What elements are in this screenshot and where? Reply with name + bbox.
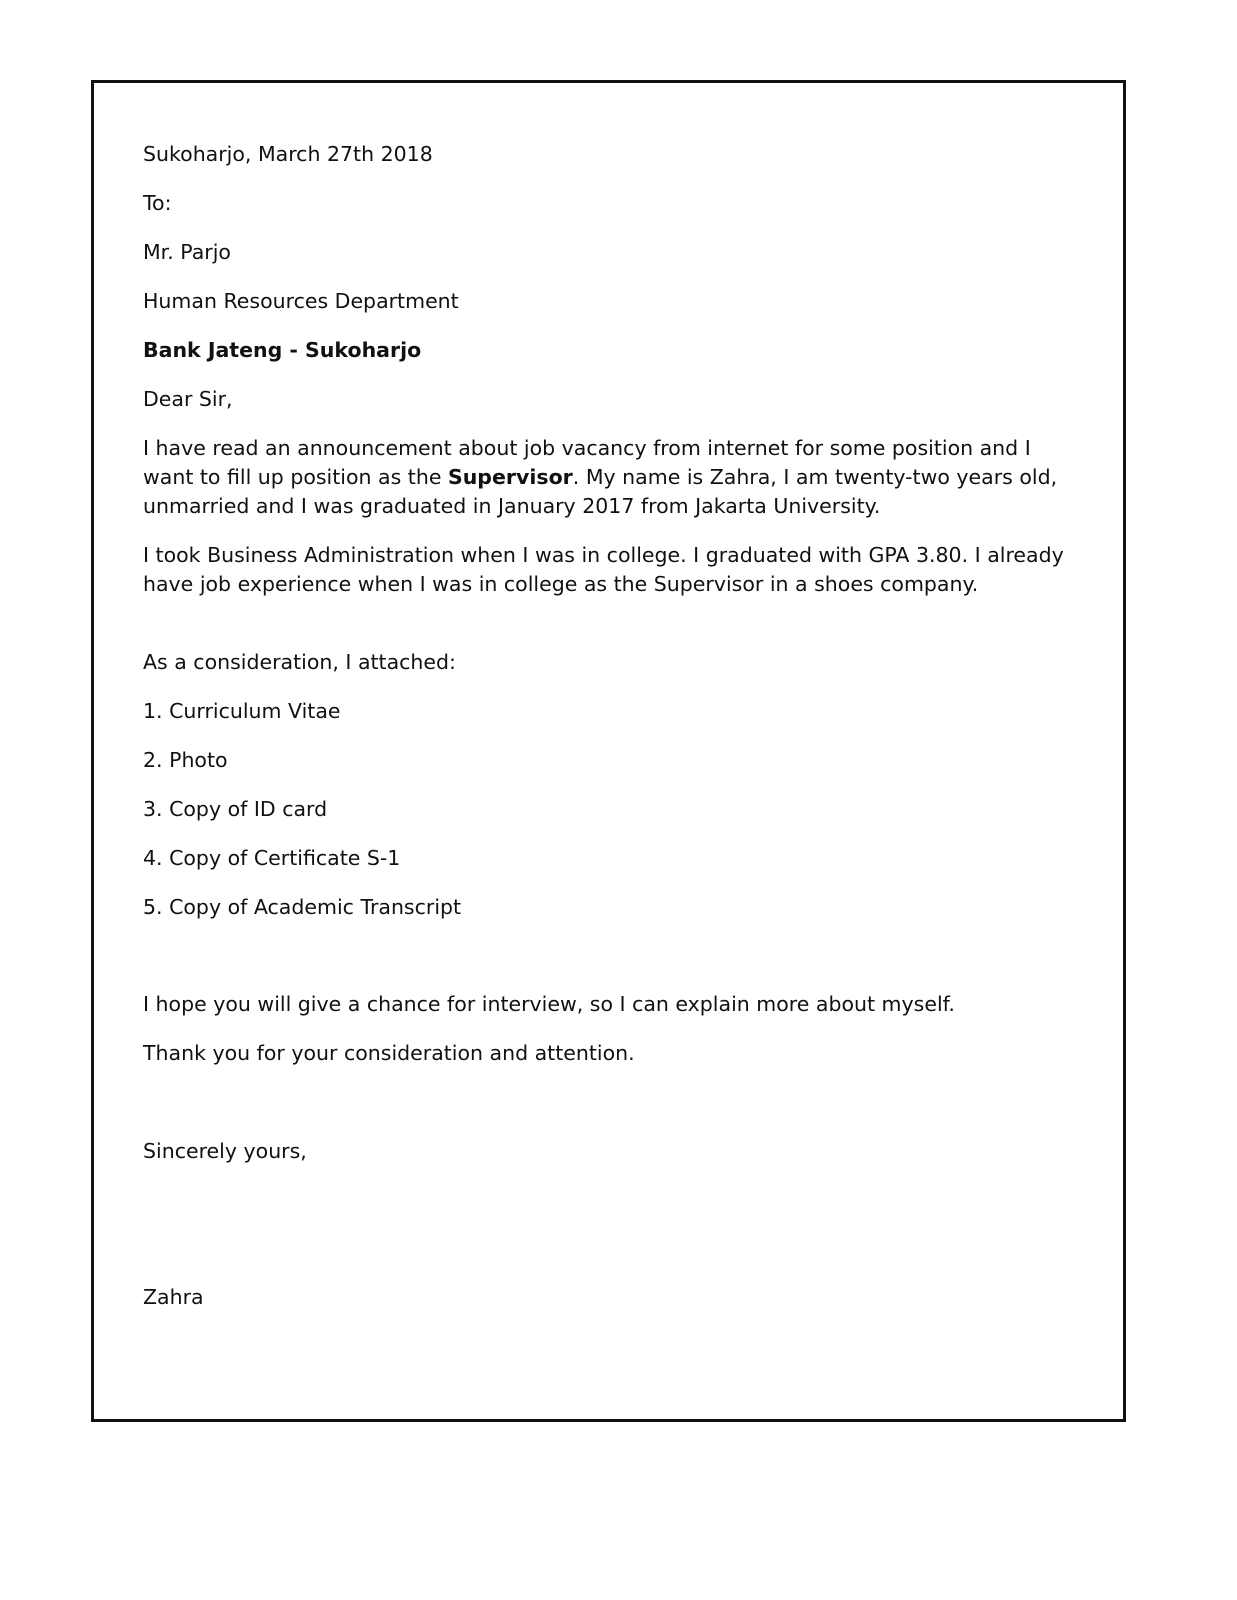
attachment-item: 4. Copy of Certificate S-1: [143, 846, 401, 870]
paragraph-intro-part1: I have read an announcement about job vacancy from internet for some position and I want to fill up position as the: [143, 436, 1031, 489]
paragraph-education: I took Business Administration when I was in college. I graduated with GPA 3.80. I already have job experience when I was in college as the Supervisor in a shoes company.: [143, 543, 1064, 596]
paragraph-intro: [143, 434, 1083, 521]
to-label: To:: [143, 191, 172, 215]
attachment-item: 5. Copy of Academic Transcript: [143, 895, 462, 919]
recipient-department: Human Resources Department: [143, 289, 459, 313]
attachment-item: 1. Curriculum Vitae: [143, 699, 341, 723]
closing-paragraph-interview: I hope you will give a chance for interview, so I can explain more about myself.: [143, 992, 955, 1016]
place-date: Sukoharjo, March 27th 2018: [143, 142, 433, 166]
closing-paragraph-thanks: Thank you for your consideration and attention.: [143, 1041, 635, 1065]
attachments-intro: As a consideration, I attached:: [143, 650, 456, 674]
attachment-item: 3. Copy of ID card: [143, 797, 328, 821]
salutation: Dear Sir,: [143, 387, 233, 411]
recipient-company: Bank Jateng - Sukoharjo: [143, 338, 422, 362]
signature: Zahra: [143, 1285, 204, 1309]
paragraph-intro-part2: . My name is Zahra, I am twenty-two years old, unmarried and I was graduated in January 2017 from Jakarta University.: [143, 465, 1058, 518]
letter-border: [91, 80, 1126, 1422]
attachment-item: 2. Photo: [143, 748, 228, 772]
position-applied: Supervisor: [447, 465, 573, 489]
recipient-name: Mr. Parjo: [143, 240, 231, 264]
valediction: Sincerely yours,: [143, 1139, 307, 1163]
